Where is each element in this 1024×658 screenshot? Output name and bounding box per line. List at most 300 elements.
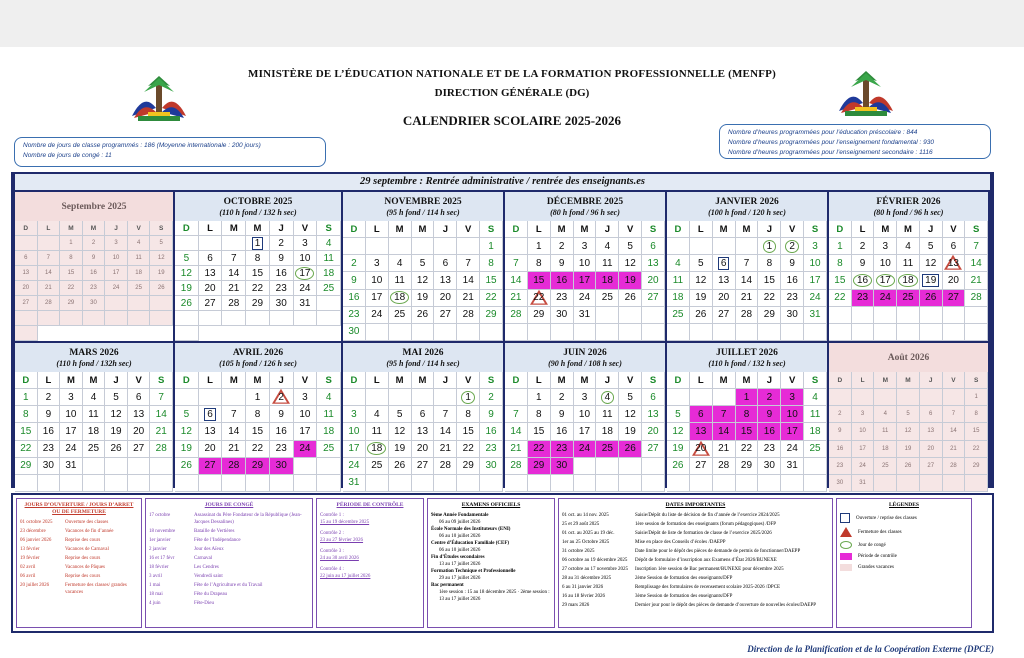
day-cell [965, 238, 988, 255]
empty-cell [343, 238, 366, 255]
day-cell [366, 255, 389, 272]
empty-cell [943, 389, 966, 406]
day-number: 16 [275, 425, 287, 437]
day-number: 26 [394, 460, 406, 472]
day-number: 4 [905, 240, 911, 252]
weekday-header: S [642, 372, 665, 389]
day-cell [574, 389, 597, 406]
day-cell [596, 406, 619, 423]
day-number: 11 [371, 425, 382, 437]
day-cell [343, 441, 366, 458]
day-cell [804, 307, 827, 324]
day-cell [596, 290, 619, 307]
day-number: 5 [183, 408, 190, 420]
day-cell [175, 251, 199, 266]
day-cell [829, 423, 852, 440]
day-cell [943, 406, 966, 423]
weekday-header: V [294, 221, 318, 236]
day-number: 18 [367, 442, 386, 455]
day-number: 6 [720, 257, 727, 269]
day-cell [574, 255, 597, 272]
day-cell [619, 290, 642, 307]
day-cell [366, 290, 389, 307]
day-cell [596, 441, 619, 458]
empty-cell [150, 458, 173, 475]
day-number: 8 [254, 252, 261, 264]
day-number: 3 [581, 240, 588, 252]
day-number: 23 [556, 443, 568, 455]
day-cell [874, 290, 897, 307]
day-cell [920, 290, 943, 307]
day-number: 2 [838, 411, 842, 418]
day-cell [434, 423, 457, 440]
day-cell [270, 389, 294, 406]
day-number: 14 [740, 274, 753, 286]
day-number: 24 [112, 285, 120, 291]
legend-label: Ouverture / reprise des classes [856, 515, 917, 521]
day-number: 16 [556, 425, 568, 437]
day-cell [105, 406, 128, 423]
empty-cell [222, 236, 246, 251]
day-cell [874, 272, 897, 289]
panel-title: JOURS DE CONGÉ [204, 502, 254, 508]
day-number: 17 [299, 425, 311, 437]
day-cell [736, 255, 759, 272]
exam-dates: 06 au 09 juillet 2026 [439, 520, 481, 525]
day-number: 21 [510, 292, 522, 304]
legend-item [840, 541, 968, 549]
day-number: 5 [675, 408, 681, 420]
month-hours: (90 h fond / 108 h sec) [548, 358, 622, 368]
day-number: 28 [510, 309, 522, 321]
day-cell [83, 236, 106, 251]
day-number: 15 [67, 270, 75, 276]
day-cell [294, 266, 318, 281]
day-cell [150, 251, 173, 266]
day-cell [317, 389, 341, 406]
month-header [667, 343, 827, 372]
month-header [343, 192, 503, 221]
day-number: 24 [578, 443, 591, 455]
weekday-header: S [480, 372, 503, 389]
panel-row [562, 593, 829, 600]
day-cell [389, 458, 412, 475]
day-cell [434, 406, 457, 423]
weekday-header: V [619, 372, 642, 389]
day-number: 12 [904, 428, 912, 435]
day-number: 29 [533, 460, 545, 472]
empty-cell [150, 475, 173, 492]
day-number: 19 [695, 292, 707, 304]
panel-desc: Vendredi saint [194, 574, 223, 579]
month-header [175, 343, 341, 372]
panel-dates [558, 498, 833, 628]
day-cell [574, 406, 597, 423]
panel-desc: Ouverture des classes [65, 520, 109, 525]
day-number: 7 [973, 240, 979, 252]
empty-cell [222, 475, 246, 492]
empty-cell [920, 389, 943, 406]
day-number: 10 [371, 274, 383, 286]
day-cell [457, 290, 480, 307]
day-number: 14 [228, 425, 240, 437]
day-cell [528, 441, 551, 458]
day-cell [781, 389, 804, 406]
weekday-header: D [829, 221, 852, 238]
day-cell [246, 389, 270, 406]
weekday-header: M [736, 221, 759, 238]
day-number: 21 [228, 282, 240, 294]
day-cell [105, 441, 128, 458]
day-cell [528, 406, 551, 423]
day-cell [804, 290, 827, 307]
day-number: 27 [695, 460, 707, 472]
empty-cell [60, 475, 83, 492]
day-number: 11 [902, 257, 914, 269]
day-cell [690, 272, 713, 289]
empty-cell [713, 238, 736, 255]
day-cell [199, 423, 223, 440]
day-cell [38, 406, 61, 423]
day-number: 1 [974, 394, 978, 401]
day-number: 17 [876, 274, 895, 287]
day-cell [528, 458, 551, 475]
weekday-header: V [943, 221, 966, 238]
day-cell [222, 441, 246, 458]
empty-cell [551, 324, 574, 341]
month-days-grid [667, 372, 827, 492]
empty-cell [920, 307, 943, 324]
day-number: 20 [947, 274, 959, 286]
weekday-header: J [758, 221, 781, 238]
day-cell [965, 406, 988, 423]
empty-cell [83, 475, 106, 492]
day-number: 24 [299, 443, 311, 455]
panel-desc: Les Cendres [194, 565, 219, 570]
month-hours: (80 h fond / 96 h sec) [550, 207, 620, 217]
weekday-header: D [667, 372, 690, 389]
exam-dates: 29 au 17 juillet 2026 [439, 576, 481, 581]
day-number: 8 [465, 408, 471, 420]
day-number: 29 [763, 309, 775, 321]
month-header [15, 343, 173, 372]
day-cell [736, 441, 759, 458]
day-number: 22 [533, 443, 545, 455]
empty-cell [619, 475, 642, 492]
day-number: 1 [23, 391, 29, 403]
empty-cell [781, 475, 804, 492]
empty-cell [389, 324, 412, 341]
day-number: 5 [113, 391, 119, 403]
day-number: 21 [155, 425, 167, 437]
day-number: 25 [135, 285, 142, 291]
day-number: 7 [442, 408, 449, 420]
day-number: 1 [743, 391, 750, 403]
weekday-header: L [38, 221, 61, 236]
day-number: 20 [204, 443, 216, 455]
day-number: 12 [157, 255, 165, 261]
day-cell [943, 290, 966, 307]
weekday-header: D [15, 372, 38, 389]
day-number: 22 [533, 292, 545, 304]
month-days-grid [505, 372, 665, 492]
day-number: 16 [556, 274, 568, 286]
day-number: 17 [65, 425, 77, 437]
month-hours: (95 h fond / 114 h sec) [386, 207, 460, 217]
day-number: 16 [275, 267, 287, 279]
day-number: 8 [743, 408, 750, 420]
day-cell [343, 272, 366, 289]
empty-cell [736, 238, 759, 255]
day-number: 23 [786, 292, 798, 304]
empty-cell [943, 307, 966, 324]
day-number: 1 [535, 240, 542, 252]
empty-cell [83, 458, 106, 475]
month-octobre-2025 [175, 192, 341, 341]
day-cell [105, 266, 128, 281]
month-hours: (80 h fond / 96 h sec) [873, 207, 944, 217]
day-cell [736, 406, 759, 423]
day-number: 22 [740, 443, 753, 455]
day-cell [713, 423, 736, 440]
day-number: 16 [786, 274, 798, 286]
weekday-header: S [965, 372, 988, 389]
empty-cell [897, 324, 920, 341]
day-cell [829, 255, 852, 272]
day-number: 7 [743, 257, 750, 269]
day-cell [574, 441, 597, 458]
day-cell [366, 423, 389, 440]
month-juillet-2026 [667, 343, 827, 492]
day-number: 16 [90, 270, 97, 276]
day-cell [965, 290, 988, 307]
weekday-header: M [574, 221, 597, 238]
empty-cell [434, 389, 457, 406]
day-cell [528, 255, 551, 272]
day-number: 21 [45, 285, 52, 291]
day-cell [294, 423, 318, 440]
day-cell [246, 296, 270, 311]
panel-date: 27 octobre au 17 novembre 2025 [562, 567, 628, 572]
day-number: 18 [809, 425, 821, 437]
day-number: 6 [929, 411, 933, 418]
empty-cell [874, 389, 897, 406]
month-hours: (105 h fond / 126 h sec) [219, 358, 297, 368]
empty-cell [175, 389, 199, 406]
empty-cell [434, 238, 457, 255]
panel-date: 06 janvier 2026 [20, 538, 52, 543]
day-number: 19 [180, 443, 192, 455]
day-number: 12 [695, 274, 707, 286]
panel-controle [316, 498, 424, 628]
month-f-vrier-2026 [829, 192, 988, 341]
day-cell [128, 266, 151, 281]
legend-control-swatch [840, 553, 852, 560]
day-number: 26 [672, 460, 684, 472]
empty-cell [852, 307, 875, 324]
day-cell [736, 389, 759, 406]
empty-cell [829, 389, 852, 406]
empty-cell [317, 458, 341, 475]
day-number: 13 [647, 408, 659, 420]
day-number: 25 [394, 309, 406, 321]
day-cell [642, 389, 665, 406]
empty-cell [38, 236, 61, 251]
weekday-header: D [15, 221, 38, 236]
day-number: 19 [904, 445, 912, 452]
panel-row [562, 521, 829, 528]
month-days-grid [343, 221, 503, 341]
day-cell [83, 389, 106, 406]
empty-cell [667, 475, 690, 492]
day-cell [199, 406, 223, 423]
day-number: 27 [22, 300, 30, 306]
day-number: 4 [604, 240, 611, 252]
weekday-header: J [434, 372, 457, 389]
day-cell [781, 458, 804, 475]
day-number: 29 [251, 460, 264, 472]
empty-cell [596, 307, 619, 324]
day-number: 15 [251, 267, 264, 279]
panel-row [149, 564, 309, 571]
day-cell [270, 281, 294, 296]
day-number: 5 [697, 257, 704, 269]
empty-cell [528, 475, 551, 492]
rentree-banner: 29 septembre : Rentrée administrative / rentrée des enseignants.es [15, 174, 990, 190]
day-number: 25 [809, 443, 821, 455]
day-number: 15 [533, 425, 545, 437]
empty-cell [574, 458, 597, 475]
day-cell [804, 272, 827, 289]
day-cell [150, 423, 173, 440]
weekday-header: M [713, 221, 736, 238]
day-cell [317, 406, 341, 423]
panel-desc: Inscription 1ère session de Bac permanent/BUNEXE pour décembre 2025 [635, 567, 784, 572]
month-header [667, 192, 827, 221]
day-number: 28 [155, 443, 167, 455]
day-number: 11 [323, 252, 334, 264]
day-number: 4 [601, 391, 615, 404]
empty-cell [574, 475, 597, 492]
day-number: 21 [439, 443, 451, 455]
day-number: 27 [416, 460, 429, 472]
day-number: 20 [647, 425, 659, 437]
weekday-header: S [965, 221, 988, 238]
day-number: 15 [485, 274, 497, 286]
day-cell [246, 423, 270, 440]
day-cell [619, 406, 642, 423]
day-number: 10 [348, 425, 360, 437]
weekday-header: M [83, 221, 106, 236]
panel-date: 28 au 31 décembre 2025 [562, 576, 612, 581]
empty-cell [642, 307, 665, 324]
day-cell [60, 441, 83, 458]
day-number: 20 [22, 285, 30, 291]
day-cell [713, 458, 736, 475]
panel-date: 31 octobre 2025 [562, 549, 595, 554]
top-band [0, 0, 1024, 47]
day-number: 2 [91, 240, 96, 246]
empty-cell [528, 324, 551, 341]
day-number: 24 [879, 292, 891, 304]
panel-date: 18 mai [149, 592, 163, 597]
day-number: 8 [23, 408, 29, 420]
day-number: 25 [672, 309, 684, 321]
day-number: 18 [323, 267, 335, 279]
weekday-header: M [83, 372, 106, 389]
empty-cell [713, 324, 736, 341]
panel-row [20, 555, 138, 562]
day-number: 17 [348, 443, 360, 455]
empty-cell [505, 389, 528, 406]
empty-cell [690, 324, 713, 341]
day-number: 18 [87, 425, 100, 437]
day-cell [343, 290, 366, 307]
weekday-header: M [713, 372, 736, 389]
weekday-header: J [270, 221, 294, 236]
day-cell [619, 389, 642, 406]
day-cell [15, 441, 38, 458]
day-cell [713, 406, 736, 423]
day-number: 12 [110, 408, 122, 420]
day-cell [128, 423, 151, 440]
day-cell [343, 255, 366, 272]
panel-desc: Mise en place des Conseils d’écoles /DAEPP [635, 540, 726, 545]
day-cell [852, 255, 875, 272]
empty-cell [105, 311, 128, 326]
day-cell [150, 281, 173, 296]
day-cell [343, 406, 366, 423]
panel-desc: Dernier jour pour le dépôt des pièces de demande d’ouverture de nouvelles écoles/DAEPP [635, 603, 817, 608]
controle-label: Contrôle 3 : [320, 549, 344, 554]
day-number: 4 [325, 391, 332, 403]
day-cell [690, 458, 713, 475]
legend-closing-icon [840, 527, 852, 537]
day-number: 20 [927, 445, 935, 452]
ministry-title: MINISTÈRE DE L’ÉDUCATION NATIONALE ET DE LA FORMATION PROFESSIONNELLE (MENFP) [248, 68, 776, 80]
month-days-grid [175, 221, 341, 341]
day-cell [412, 406, 435, 423]
day-cell [317, 251, 341, 266]
empty-cell [758, 475, 781, 492]
weekday-header: M [412, 221, 435, 238]
day-cell [270, 423, 294, 440]
day-cell [366, 441, 389, 458]
day-number: 30 [275, 297, 287, 309]
day-cell [758, 406, 781, 423]
day-number: 29 [740, 460, 753, 472]
day-cell [596, 272, 619, 289]
day-cell [528, 389, 551, 406]
exam-dates: 1ère session : 15 au 18 décembre 2025 · 2ème session : 13 au 17 juillet 2026 [439, 590, 550, 602]
panel-date: 16 au 18 février 2026 [562, 594, 606, 599]
day-cell [758, 272, 781, 289]
day-cell [15, 423, 38, 440]
day-number: 29 [972, 462, 980, 469]
empty-cell [642, 324, 665, 341]
day-number: 28 [740, 309, 753, 321]
day-cell [457, 406, 480, 423]
day-number: 2 [859, 240, 866, 252]
day-cell [38, 296, 61, 311]
empty-cell [175, 475, 199, 492]
day-cell [551, 255, 574, 272]
day-number: 12 [180, 425, 192, 437]
empty-cell [38, 475, 61, 492]
day-cell [199, 281, 223, 296]
panel-date: 25 et 29 août 2025 [562, 522, 600, 527]
day-number: 9 [278, 252, 284, 264]
